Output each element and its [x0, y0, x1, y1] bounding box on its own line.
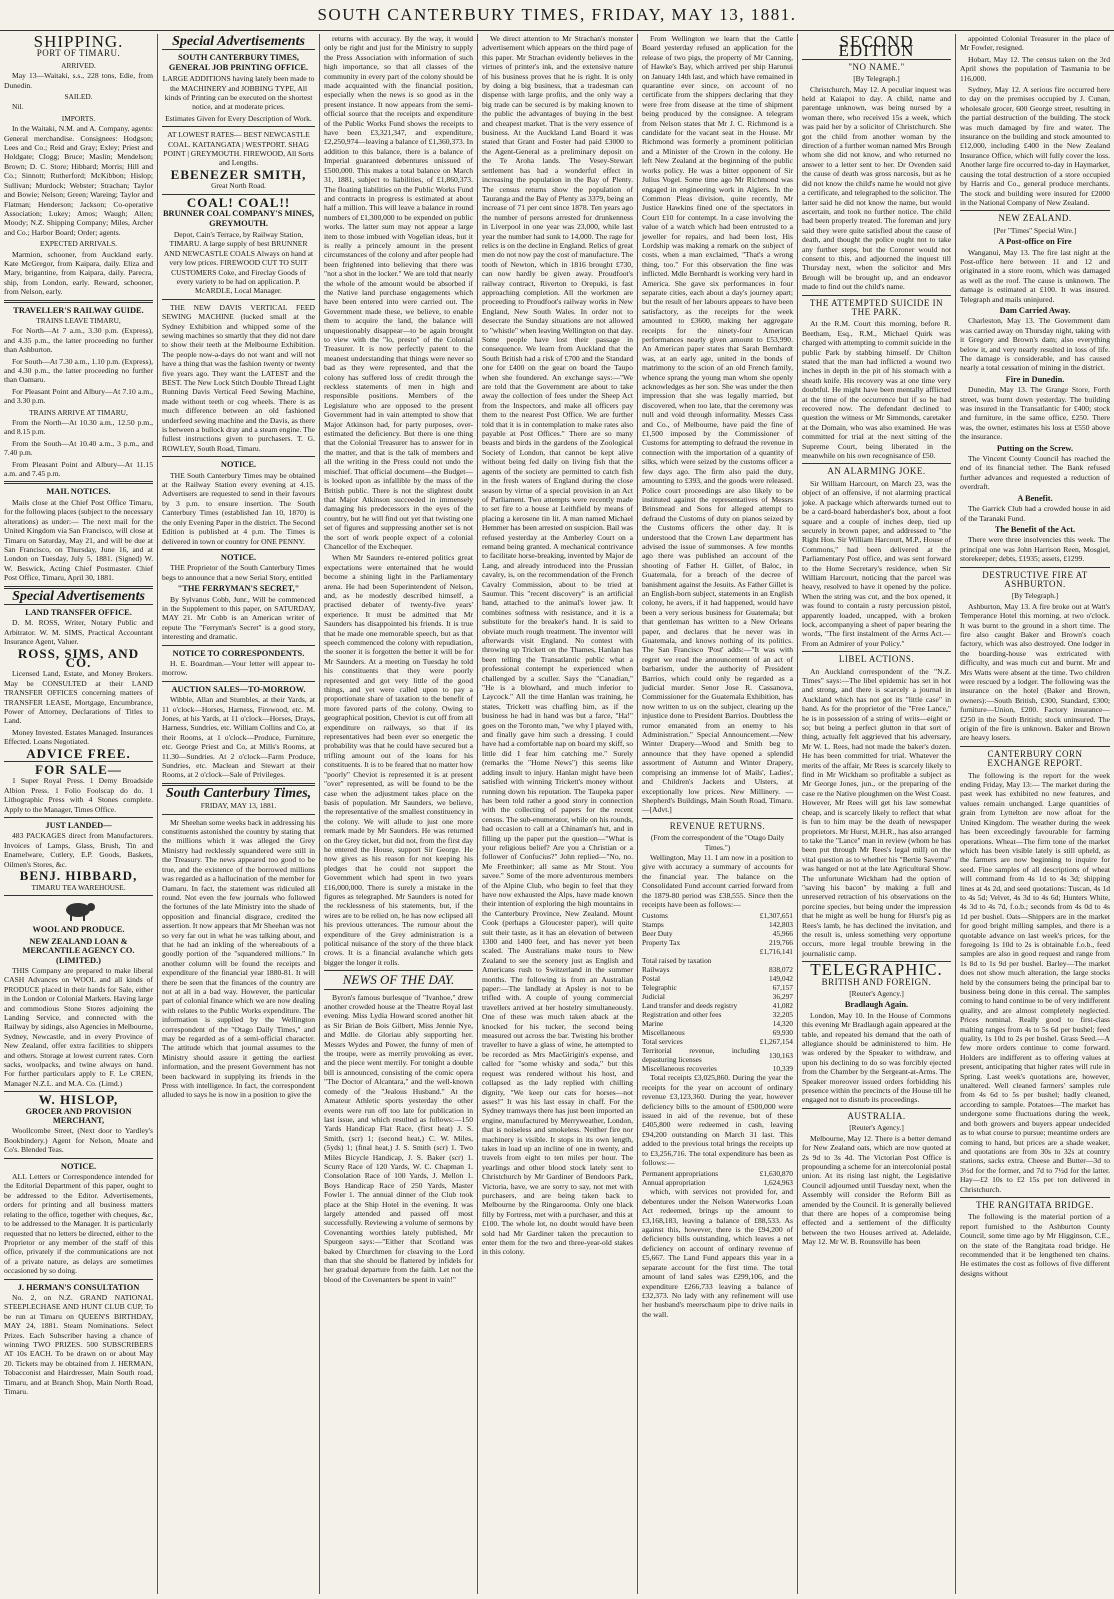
act-text: There were three insolvencies this week. The principal one was John Harrison Reen, Mosgiel, storekeeper; debts, £1935; assets, £1299. — [960, 535, 1110, 564]
rangitata-title: THE RANGITATA BRIDGE. — [976, 1199, 1094, 1210]
divider — [162, 299, 315, 300]
hobart-text: Hobart, May 12. The census taken on the 3rd April shows the population of Tasmania to be 116,000. — [960, 54, 1110, 83]
divider — [960, 210, 1110, 211]
australia-text: Melbourne, May 12. There is a better demand for New Zealand oats, which are now quoted at 2s 9d to 3s 4d. The Victorian Post Office is propounding a scheme for an intercolonial postal union. At its rising last night, the Legislative Council adjourned until Tuesday next, when the Assembly will consider the Reform Bill as amended by the Council. It is generally believed that there are hopes of a compromise being effected and a settlement of the difficulty between the two Houses arrived at. Adelaide, May 12. Mr W. B. Rounsville has been — [802, 1133, 951, 1247]
ross-sims-title: ROSS, SIMS, AND CO. — [17, 645, 140, 670]
table-row — [642, 974, 793, 983]
australia-continued: appointed Colonial Treasurer in the place of Mr Fowler, resigned. — [960, 34, 1110, 53]
divider — [802, 295, 951, 296]
notice-2-title: NOTICE. — [220, 552, 257, 562]
rail-text-4: From the North—At 10.30 a.m., 12.50 p.m., and 8.15 p.m. — [4, 418, 153, 437]
leader-text: Mr Sheehan some weeks back in addressing his constituents astonished the country by stating that the millions which it was alleged the Grey Ministry had recklessly squandered were still in the Treasury. The news appeared too good to be true, and the existence of the borrowed millions was regarded as a hallucination of the member for Oamaru. In fact, the statement was ridiculed all round. Not even the few journals who followed the fortunes of the late Ministry into the shade of opposition and financial disgrace, credited the assertion. It now appears that Mr Sheehan was not so very far out in what he was talking about, and that he had an inkling of the whereabouts of a goodly portion of the "squandered millions." In another column will be found the receipts and expenditure of the financial year 1880-81. It will there be seen that the finances of the country are not at all in a bad way. However, the particular part of colonial finance which we are now dealing with relates to the Public Works expenditure. The information is supplied by the Wellington correspondent of the "Otago Daily Times," and may be regarded as of a semi-official character. The attitude which that journal assumes to the Ministry should assure it getting the earliest information, and the present Government has not been backward in supplying its friends in the Press with intelligence. In fact, the correspondent alluded to says he is now in a position to give the — [162, 817, 315, 1100]
table-row — [642, 965, 793, 974]
davis-ad-text: THE NEW DAVIS VERTICAL FEED SEWING MACHINE (lucked small at the Sydney Exhibition and whipped some of the sewing machines so smartly that they did not dare to show their teeth at the Melbourne Exhibition. The people now-a-days do not want and will not have a thing that was the fashion twenty or twenty five years ago. They want the LATEST and the BEST. The New Lock Stitch Double Thread Light Running Davis Vertical Feed Sewing Machine, made without teeth or cog wheels. There is as much difference between an old fashioned underfeed sewing machine and the Davis, as there is between a bullock dray and a steam engine. The fullest instructions given to purchasers. T. G. ROWLEY, South Road, Timaru. — [162, 302, 315, 453]
hislop-text: Woollcombe Street, (Next door to Yardley's Bookbindery.) Agent for Nelson, Moate and Co's. Blended Teas. — [4, 1126, 153, 1155]
revenue-table — [642, 911, 793, 1073]
table-row — [642, 1010, 793, 1019]
imports-head: IMPORTS. — [61, 113, 96, 123]
divider — [960, 567, 1110, 568]
revenue-text: Total receipts £3,025,860. During the year the receipts for the year on account of ordinary revenue £3,123,360. During the year, however deficiency bills to the amount of £500,000 were issued in aid of the revenue, but of these £405,800 were redeemed in cash, leaving £94,200 outstanding on March 31 last. This added to the previous total brings the receipts up to £3,256,716. The total expenditure has been as follows:— — [642, 1073, 793, 1168]
divider — [162, 549, 315, 550]
column-6 — [798, 34, 956, 1594]
hibbard-title: BENJ. HIBBARD, — [19, 868, 138, 884]
divider — [642, 818, 793, 819]
sailed-head: SAILED. — [64, 92, 93, 102]
notice-title: NOTICE. — [60, 1161, 97, 1171]
libel-title: LIBEL ACTIONS. — [838, 654, 915, 665]
no-name-title: "NO NAME." — [848, 61, 905, 72]
table-row — [642, 1169, 793, 1178]
ashburton-fire-title: DESTRUCTIVE FIRE AT ASHBURTON. — [982, 569, 1088, 589]
shipping-title: SHIPPING. — [33, 34, 124, 51]
row-label: Judicial — [642, 992, 665, 1002]
divider — [324, 989, 473, 990]
bradlaugh-title: Bradlaugh Again. — [844, 1000, 909, 1010]
smith-title: EBENEZER SMITH, — [170, 166, 307, 182]
divider — [162, 49, 315, 50]
divider — [4, 1279, 153, 1280]
joke-text: Sir William Harcourt, on March 23, was the object of an offensive, if not alarming practical joke. A package which afterwards turned out to be a card-board haberdasher's box, about a foot square and a couple of inches deep, tied up securely in brown paper, and addressed to "the Right Hon. Sir William Harcourt, M.P., House of Commons," had been delivered at the Parliamentary Post office, and was sent forward to the Home Secretary's residence, when Sir William Harcourt, noticing that the parcel was heavy, resolved to have it opened by the police. When the string was cut, and the box opened, it was found to contain a rusty percussion pistol, apparently loaded, uncapped, with a broken lock, accompanying a sheet of paper bearing the words, "The first instalment of the Arms Act.—From an Admirer of your Policy." — [802, 478, 951, 648]
british-foreign-title: BRITISH AND FOREIGN. — [821, 976, 932, 987]
screw-text: The Vincent County Council has reached the end of its financial tether. The Bank refused further advances and requested a reduction of overdraft. — [960, 454, 1110, 492]
expected-head: EXPECTED ARRIVALS. — [39, 239, 118, 249]
row-label: Territorial revenue, including depasturing licenses — [642, 1046, 760, 1065]
trains-leave-head: TRAINS LEAVE TIMARU, — [36, 315, 121, 325]
coal-ad-text: AT LOWEST RATES— BEST NEWCASTLE COAL. KAITANGATA | WESTPORT. SHAG POINT | GREYMOUTH. FIREWOOD, All Sorts and Lengths. — [163, 130, 314, 168]
rail-text-6: From Pleasant Point and Albury—At 11.15 a.m. and 7.45 p.m. — [4, 459, 153, 479]
screw-title: Putting on the Screw. — [996, 443, 1074, 453]
row-label: Annual appropriation — [642, 1178, 706, 1188]
wool-produce-title: WOOL AND PRODUCE. — [32, 925, 125, 935]
bradlaugh-text: London, May 10. In the House of Commons this evening Mr Bradlaugh again appeared at the table, and repeated his demand that the oath of allegiance should be administered to him. He was ordered by the Speaker to withdraw, and upon his declining to do so was forcibly ejected from the Chamber by the Sergeant-at-Arms. The Speaker moreover issued orders forbidding his presence within the precincts of the House till he engaged not to disturb its proceedings. — [802, 1010, 951, 1105]
suicide-text: At the R.M. Court this morning, before R. Beetham, Esq., R.M., Michael Quirk was charged with attempting to commit suicide in the public Park by stabbing himself. Dr Chilton stated that the man had inflicted a wound two inches in depth in the pit of his stomach with a sheath knife. His recovery was at one time very doubtful. He might have been mentally afflicted at the time of the occurrence but if so he had recovered now. The defendant declined to question the witness or Mr Simmonds, caretaker at the Domain, who was also examined. He was committed for trial at the next sitting of the Supreme Court, being liberated in the meanwhile on his own recognisance of £50. — [802, 319, 951, 461]
table-row — [642, 1028, 793, 1037]
paper-date: FRIDAY, MAY 13, 1881. — [200, 801, 277, 811]
alarming-joke-title: AN ALARMING JOKE. — [827, 466, 926, 477]
row-value: 1,624,963 — [763, 1178, 793, 1188]
table-row — [642, 1037, 793, 1046]
smith-sub: Great North Road. — [211, 181, 266, 191]
row-value: 149,042 — [768, 974, 793, 984]
table-row — [642, 1178, 793, 1187]
port-title: PORT OF TIMARU. — [36, 48, 121, 59]
table-row — [642, 911, 793, 920]
row-value — [760, 956, 793, 965]
row-value: 838,072 — [768, 965, 793, 975]
row-value: 14,320 — [772, 1019, 793, 1029]
row-value: 69,930 — [772, 1028, 793, 1038]
news-text: Byron's famous burlesque of "Ivanhoe," drew another crowded house at the Theatre Royal last evening. Miss Lydia Howard scored another hit as Sir Brian de Bois Gilbert, Miss Jennie Nye, and Mdlle. de Gloriau ably supporting her. Messrs Wydes and Power, the funny of men of the troupe, were as merrily provoking as ever, and the piece went merrily. For tonight a double bill is announced, consisting of the comic opera "The Doctor of Alcantara," and the well-known comedy of the "Jealous Husband." At the Amateur Athletic sports yesterday the other events were run off too late for publication in last issue, and which resulted as follows:—150 Yards Handicap Flat Race, (first heat) J. S. Smith, (scr) 1; (second heat,) C. W. Miles, (5yds) 1; (final heat,) J. S. Smith (scr) 1. Two Miles Bicycle Handicap, J. S. Baker (scr) 1. Scurry Race of 120 Yards, W. C. Chapman 1. Consolation Race of 100 Yards, J. Mellon 1. Boys Handicap Race of 250 Yards, Master Fowler 1. The annual dinner of the Club took place at the Ship Hotel in the evening. It was largely attended and passed off most successfully. Reviewing a volume of sermons by Covenanting worthies lately published, Mr Spurgeon says:—"Either that Scotland was baked by Churchmen for cleaving to the Lord than that she should be flattered by infidels for her gradual departure from the faith. Let not the blood of the Covenanters be spent in vain!" — [324, 992, 473, 1284]
table-row — [642, 920, 793, 929]
benefit-title: A Benefit. — [1017, 493, 1053, 503]
notice-2-text: THE Proprietor of the South Canterbury Times begs to announce that a new Serial Story, entitled — [162, 563, 315, 582]
divider — [960, 1197, 1110, 1198]
trains-arrive-head: TRAINS ARRIVE AT TIMARU, — [29, 407, 128, 417]
column-4 — [478, 34, 638, 1594]
new-zealand-title: NEW ZEALAND. — [998, 213, 1072, 224]
row-label: Registration and other fees — [642, 1010, 722, 1020]
notice-text: ALL Letters or Correspondence intended for the Editorial Department of this paper, ought to be addressed to the Editor. Advertisements, orders for printing and all business matters relating to the office, together with cheques, &c, to be addressed to the Manager. It is particularly requested that no letters be directed, either to the Proprietor or any member of the staff of this office, privately if the communications are not of a private nature, as delays are sometimes occasioned by so doing. — [4, 1172, 153, 1276]
divider — [802, 651, 951, 652]
railway-guide-title: TRAVELLER'S RAILWAY GUIDE. — [13, 305, 144, 315]
divider — [162, 645, 315, 646]
revenue-intro: Wellington, May 11. I am now in a position to give with accuracy a summary of accounts for the financial year. The balance on the Consolidated Fund account carried forward from the 1879-80 period was £38,555. Since then the receipts have been as follows:— — [642, 852, 793, 909]
row-value: £1,267,154 — [759, 1037, 793, 1047]
row-value: 36,297 — [772, 992, 793, 1002]
row-label: Marine — [642, 1019, 664, 1029]
notice-1-title: NOTICE. — [220, 460, 257, 470]
divider — [4, 817, 153, 818]
row-label: Postal — [642, 974, 661, 984]
divider — [324, 970, 473, 971]
row-value: 10,339 — [772, 1064, 793, 1074]
column-5 — [638, 34, 798, 1594]
divider — [802, 463, 951, 464]
divider — [162, 456, 315, 457]
table-row — [642, 947, 793, 956]
divider — [162, 814, 315, 815]
corn-exchange-title: CANTERBURY CORN EXCHANGE REPORT. — [987, 748, 1083, 769]
ross-text: Licensed Land, Estate, and Money Brokers. May be CONSULTED at their LAND TRANSFER OFFICES concerning matters of TRANSFER LEASE, Mortgage, Encumbrance, Power of Attorney, Declarations of Titles to Land. — [4, 669, 153, 726]
table-row — [642, 1046, 793, 1064]
row-value: 142,803 — [768, 920, 793, 930]
corn-exchange-text: The following is the report for the week ending Friday, May 13:— The market during the past week has exhibited no new features, and values remain unchanged. Large quantities of grain from Lyttelton are now afloat for the United Kingdom. The weather during the week has been exceedingly favourable for farming operations. Wheat—The firm tone of the market which has been visible lately is still upheld, as the farmers are now beginning to inquire for seed. Fine samples of all descriptions of wheat will command from 4s 1d to 4s 3d; shipping lines at 4s 2d, and seed quotations: Tuscan, 4s 1d to 4s 5d; Velvet, 4s 3d to 4s 6d; Hunters White, 4s 3d to 4s 7d, f.o.b.; seconds from 4s 0d to 4s 1d per bushel. Oats—Shippers are in the market for good bright milling samples, and there is a quotable advance on last week's prices, for the foregoing 1s 10d to 2s is obtainable f.o.b., feed samples are also in good request and range from 1s 8d to 1s 9d per bushel. Barley—The market does not show much alteration, the large stocks held by the consumers being the principal bar to business being done in this cereal. The samples coming to hand continue to be of very indifferent quality, and are almost completely neglected. Prices nominal. Really good to first-class malting ranges from 4s to 5s 6d per bushel; feed quality, 1s 10d to 2s per bushel. Grass Seed.—A few more orders continue to come forward. Holders are indifferent as to offering values at present, anticipating that higher rates will rule in Spring. Last week's quotations are, however, unaltered. Well cleaned farmers' samples rule from 4s 6d to 5s per bushel; badly cleaned, according to sample. Potatoes—The market has undergone some fluctuations during the week, and both growers and buyers appear undecided as to what course to pursue; meantime orders are coming to hand, but prices are a shade weaker, and quotations are from 30s to 32s at country stations, sacks extra. Cheese and Butter—3d to 3½d for the former, and 7d to 7½d for the latter. Hay—£2 10s to £2 15s per ton delivered in Christchurch. — [960, 770, 1110, 1194]
dam-title: Dam Carried Away. — [999, 305, 1071, 315]
rail-text-1: For North—At 7 a.m., 3.30 p.m. (Express), and 4.35 p.m., the latter proceeding no further than Ashburton. — [4, 326, 153, 355]
news-items: We direct attention to Mr Strachan's monster advertisement which appears on the third page of this paper. Mr Strachan evidently believes in the virtues of printer's ink, and the extensive nature of his business proves that he is right. It is only by doing a big business, that a tradesman can dispense with large profits, and the only way a big trade can be secured is by making known to the public the advantages of buying in the best and cheapest market. That is the very essence of business. At the Auckland Land Board it was stated that Grant and Foster had paid £3000 to the Agent-General as a preliminary deposit on the Te Aroha lands. The Vesey-Stewart settlement has had a wonderful effect in increasing the population in the Bay of Plenty. The census returns show the population of Tauranga and the Bay of Plenty as 3379, being an increase of 71 per cent since 1878. Ten years ago the number of persons arrested for drunkenness in Liverpool in one year was 23,000, while last year the number had sunk to 14,000. The rage for relics is on the decline in England. Relics of great men do not now pay the cost of manufacture. The tooth of Newton, which in 1816 brought £730, can now hardly be given away. Proudfoot's railway contract, Riverton to Orepuki, is fast approaching completion. All the workmen are proceeding to Proudfoot's railway works in New England, New South Wales. In order not to desecrate the Sunday situations are not allowed to "whistle" when leaving Wellington on that day. Some people have lost their passage in consequence. We learn from Auckland that the South British had a risk of £700 and the Standard one for £400 on the gear on board the Taupo when she foundered. An exchange says:—"We are told that the Government are about to take away the collection of fees under the Sheep Act from the Inspectors, and make all officers pay them to the nearest Post Office. We are further told that it is in contemplation to make rates also payable at Post Offices." There are so many beasts and birds in the gardens of the Zoological Society of London, that cannot be kept alive without being fed daily on living fish that the agents of the society are permitted to catch fish in the fresh waters of England during the close season by virtue of a special provision in an Act of Parliament. Two attempts were recently made to set fire to a house at Leithfield by means of placing a kerosene tin lit. A man named Michael Hemmer has been arrested on suspicion. Bail was refused yesterday at the Amberley Court on a remand being granted. A mechanical contrivance to facilitate horse-breaking, invented by Major de Lang, and already introduced into the Prussian cavalry, is, on the recommendation of the French Cavalry Commission, about to be tried at Saumur. This "recent discovery" is an artificial hand, attached to the animal's lower jaw. It combines softness with resistance, and it is a substitute for the breaker's hand. It is said to obviate much rough treatment. The inventor will afterwards visit England. No contest with throwing up Trickett on the Thames, Hanlan has been telling the Transatlantic public what a professional contempt he experienced when challenged by a sculler. Says the "Canadian," "He is a blowhard, and much inferior to Laycock." All the time Hanlan was training, he states, Trickett was chaffing him, as if the business he had in hand was but a farce, "Ha!" goes on the Toronto man, "we why I played with, and finally gave him such a dressing. I could have had a comfortable nap on board my skiff, so little did I fear him catching me." Surely (remarks the "Home News") this seems like adding insult to injury. Hanlan might have been satisfied with winning Trickett's money without running down his reputation. The Taupeka paper has been told rather a good story in connection with the collecting of papers for the recent census. The sub-enumerator, while on his rounds, had occasion to call at a Chinaman's hut, and in filling up the paper put the question—"What is your religious belief? Are you a Christian or a follower of Confucius?" John replied—"No, no. Me Freethinker; all same as Mr Stout. You savee." Some of the more adventurous members of the Alpine Club, who begin to feel that they have now exhausted the Alps, have made known their intention of exploring the high mountains in the Canterbury Province, New Zealand. Mount Cook (perhaps a Gloucester paper), will quite suit their taste, as it has an elevation of between 1300 and 1400 feet, and has never yet been scaled. The Australians make tours to New Zealand to see the scenery just as English and Americans rush to Switzerland in the summer months. The following is from an Australian paper:—The landlady at Apsley is not to be trifled with. A couple of young commercial travellers arrived at her hostelry simultaneously. One of these was much taken aback at the knocked for his tucker, the second being measured out across the bar. Twisting his brother traveller to have a glass of wine, he attempted to be recorded as Mrs MacGirigin's expense, and called for "some whisky and soda," but this request was rendered without his host, and collapsed as the lady replied with chilling dignity, "We keep our cats for horses—not asses!" It was his last essay in chaff. For the Sydney tramways there has just been imported an engine, manufactured by Merryweather, London, that is noiseless and smokeless. Neither fire nor machinery is visible. It stops in its own length, takes in load up an incline of one in twenty, and travels from eight to ten miles per hour. The yearlings and other blood stock lately sent to Christchurch by Mr Gardiner of Bendoors Park, Victoria, have, we are sorry to say, not met with purchasers, and are being taken back to Melbourne by the Ringarooma. Only one black filly by Fortress, met with a purchaser, and this at £100. The whole lot, no doubt would have been sold had Mr Gardiner taken the precaution to enter them for the two and three-year-old stakes in this colony. — [482, 34, 633, 1257]
notice-1-text: THE South Canterbury Times may be obtained at the Railway Station every evening at 4.15. Advertisers are requested to send in their favours by 3 p.m. to ensure insertion. The South Canterbury Times (established Jan 10, 1870) is the only Evening Paper in the district. The Second Edition is published at 4 p.m. The Times is delivered in town or country for ONE PENNY. — [162, 470, 315, 546]
expenditure-table — [642, 1169, 793, 1187]
row-value: 32,205 — [772, 1010, 793, 1020]
printing-office-text: LARGE ADDITIONS having lately been made to the MACHINERY and JOBBING TYPE, All kinds of Printing can be executed on the shortest notice, and at moderate prices. — [162, 74, 315, 112]
for-sale-text: 1 Super Royal Press. 1 Demy Broadside Albion Press. 1 Folio Foolscap do do. 1 Lithographic Press with 4 Stones complete. Apply to the Manager, Times Office. — [4, 776, 153, 814]
dam-text: Charleston, May 13. The Government dam was carried away on Thursday night, taking with it Gregory and Brown's dam; also everything below it, and very nearly resulted in loss of life. The damage is considerable, and has caused nearly a total cessation of mining in the district. — [960, 316, 1110, 373]
libel-text: An Auckland correspondent of the "N.Z. Times" says:—The libel epidemic has set in hot and strong, and there is scarcely a journal in Auckland which has not got its "little case" in hand. As for the proprietor of the "Free Lance," he is in possession of a string of writs—eight or so; but being a perfect glutton in that sort of thing, actually felt aggrieved that his adversary, Mr W. L. Rees, had not made the baker's dozen. He has been committed for trial. Whatever the merits of the affair, Mr Rees is scarcely likely to find in Mr Wickham so profitable a subject as Mr George Jones, jun., or the preparing of the case re the Native ploughmen on the West Coast. However, Mr Rees will get his law somewhat cheap, and is scarcely likely to reflect that what is fun to him may be the death of newspaper proprietors. Mr Hurst, M.H.R., has also arranged to take the "Lance" man in review (whom he has been put through Mr Rees's legal mill) on the vital question as to whether his "Bertie Saverna" was hanged or not at the late Agricultural Show. The unfortunate Wickham had the option of "saving his bacon" by making a full and unreserved retraction of his observations on the porcine species, but being under the impression that he might as well be hung for Hurst's pig as Rees's lamb, he has declined the invitation, and the result is, unless something very opportune occurs, more legal trouble brewing in the journalistic camp. — [802, 666, 951, 958]
ashburton-fire-text: Ashburton, May 13. A fire broke out at Watt's Temperance Hotel this morning, at two o'clock. It was burnt to the ground in a short time. The fire also caught Baker and Brown's coach factory, which was also destroyed. One lodger in the boarding-house was extricated with difficulty, and was much cut and burnt. Mr and Mrs Watts were absent at the time. Two children were rescued by a lodger. The following was the insurance on the hotel (Baker and Brown, owners):—South British, £300, Standard, £300; furniture—Union, £200. Factory insurance—£250 in the South British; stock uninsured. The origin of the fire is unknown. Baker and Brown are heavy losers. — [960, 601, 1110, 743]
correspondents-title: NOTICE TO CORRESPONDENTS. — [172, 648, 305, 658]
table-row — [642, 956, 793, 965]
table-row — [642, 1001, 793, 1010]
special-wire: [Per "Times" Special Wire.] — [993, 225, 1077, 235]
row-value: 219,766 — [768, 938, 793, 948]
post-office-fire-title: A Post-office on Fire — [998, 237, 1072, 247]
table-row — [642, 1019, 793, 1028]
divider — [4, 895, 153, 896]
inquest-text: Christchurch, May 12. A peculiar inquest was held at Kaiapoi to day. A child, name and parentage unknown, was being nursed by a woman there, who received 15s a week, which was paid her by a solicitor of Christchurch. She got the child from another woman by the direction of a further woman named Mrs Brough whom she did not know, and who returned no answer to a letter sent to her. Dr Ovenden said the cause of death was gross narcosis, but as he did not know the child's name he would not give a certificate, and telegraphed to the solicitor. The latter said he did not know the name, but would ascertain, and took no further notice. The child had been properly treated. The foreman and jury said they were quite satisfied about the cause of death, and thought the police ought not to take any further steps, but the Coroner would not consent to this, and adjourned the inquest till Thursday next, when the solicitor and Mrs Brough will be brought up, and an endeavor made to find out the child's name. — [802, 84, 951, 292]
divider — [960, 746, 1110, 747]
reuters-agency: [Reuter's Agency.] — [849, 989, 904, 998]
table-row — [642, 1064, 793, 1073]
row-label: Property Tax — [642, 938, 681, 948]
ross-text-2: Money Invested. Estates Managed. Insurances Effected. Loans Negotiated. — [4, 727, 153, 747]
auction-text: Wibble, Allan and Stumbles, at their Yards, at 11 o'clock—Horses, Harness, Firewood, etc. M. Jones, at his Yards, at 11 o'clock—Horses, Drays, Harness, Sundries, etc. William Collins and Co, at their Rooms, at 1 o'clock—Produce, Furniture, etc. George Priest and Co, at Mills's Rooms, at 11.30—Sundries. At 2 o'clock—Farm Produce, Sundries, etc. Maclean and Stewart at their Rooms, at 2 o'clock—Sale of Privileges. — [162, 695, 315, 780]
brunner-text: Depot, Cain's Terrace, by Railway Station, TIMARU. A large supply of best BRUNNER AND NEWCASTLE COALS Always on hand at very low prices. FIREWOOD CUT TO SUIT CUSTOMERS Coke, and Fireclay Goods of every variety to be had on application. P. McARDLE, Local Manager. — [163, 229, 314, 296]
row-label: Total services — [642, 1037, 683, 1047]
rangitata-text: The following is the material portion of a report furnished to the Ashburton County Council, some time ago by Mr Higginson, C.E., on the state of the Rangitata road bridge. He recommended that it be lengthened ten chains. He estimates the cost as follows of five different designs without — [960, 1212, 1110, 1278]
row-value: 45,966 — [772, 929, 793, 939]
advice-free: ADVICE FREE. — [26, 745, 131, 761]
divider — [4, 300, 153, 303]
row-label: Total raised by taxation — [642, 956, 712, 966]
dunedin-fire-title: Fire in Dunedin. — [1005, 374, 1065, 384]
row-value: 41,082 — [772, 1001, 793, 1011]
row-value: £1,630,870 — [759, 1169, 793, 1179]
land-transfer-title: LAND TRANSFER OFFICE. — [25, 607, 132, 617]
news-of-the-day-title: NEWS OF THE DAY. — [342, 972, 455, 988]
suicide-title: THE ATTEMPTED SUICIDE IN THE PARK. — [809, 297, 944, 317]
divider — [802, 1108, 951, 1109]
revenue-returns-title: REVENUE RETURNS. — [669, 820, 766, 831]
news-items-continued: From Wellington we learn that the Cattle Board yesterday refused an application for the release of two pigs, the property of Mr Canning, of Hawke's Bay, which arrived per ship Harunui on January 14th last, and which have remained in quarantine ever since, on account of no certificate from the shippers declaring that they were free from disease at the time of shipment being produced by the consignee. A telegram from Nelson states that Mr J. C. Richmond is a candidate for the vacant seat in the House. Mr Richmond was formerly a prominent politician and a Minister of the Crown in the colony. He left New Zealand at the beginning of the public works policy. He was a bitter opponent of Sir Julius Vogel. Some time ago Mr Richmond was engaged in engineering work in Algiers. In the Common Pleas division, quite recently, Mr Justice Hawkins fined one of the spectators in Court £10 for contempt. In a case involving the value of a watch which had been entrusted to a jeweller for repairs, and had been lost, His Lordship was making a remark on the subject of costs, when a man exclaimed, "That's a wrong thing, too." For this observation the fine was inflicted. Mdle Bernhardt is working very hard in America. She gave six performances in four separate cities, each about a day's journey apart; but the result of her labours appears to have been satisfactory, as the receipts for the week amounted to £3600, making her aggregate receipts for the ninety-four American performances nearly given amount to £53,990. An American paper states that Sarah Bernhardt was, at an early age, united in the bonds of matrimony to the scion of an old French family, whence sprang the young man whom she openly acknowledges as her son. She was under the then impression that she was legally married, but discovered, when too late, that the ceremony was null and void through informality. Messrs Cass and Co., of Melbourne, have paid the fine of £1,500 imposed by the Commissioner of Customs for attempting to defraud the revenue in connection with the importation of a quantity of silks, which were seized by the customs officer a few days ago. The firm also paid the duty, amounting to £393, and the goods were released. Police court proceedings are also likely to be instituted against the representatives of Messrs Brinsmead and Sons for alleged attempt to defraud the Customs of duty on pianos seized by the Customs officers the other day. It is understood that the Crown Law department has advised the issue of summonses. A few months ago there was published an account of the shooting of Father H. Gillet, of Baloc, in Guatemala, for a breach of the decree of banishment against the Jesuits. As Father Gillet is an English-born subject, statements in an English colony, he avers, if it had happened, would have been a very serious business for Guatemala; but that gentleman has written to a New Orleans paper, and declares that he never was in Guatemala, and knows nothing of its politics. The San Francisco 'Post' adds:—"It was with regret we read the announcement of an act of barbarism, under the authority of President Barrios, which could only be regarded as a judicial murder. Senor Jose R. Cassanova, Commissioner for the Guatemala Exhibition, has now written to us on the subject, clearing up the injustice done to President Barrios. Doubtless the rumor emanated from an enemy to his Administration." Special Announcement.—New Winter Drapery—Wood and Smith beg to announce that they have opened a splendid assortment of Autumn and Winter Drapery, comprising an immense lot of Mails', Ladies', and Children's Jackets and Ulsters, at exceptionally low prices. New Millinery. —Shepherd's Buildings, Main South Road, Timaru.—[Advt.] — [642, 34, 794, 815]
benefit-text: The Garrick Club had a crowded house in aid of the Taranaki Fund. — [960, 504, 1110, 523]
by-telegraph-2: [By Telegraph.] — [1011, 591, 1059, 601]
coal-coal-title: COAL! COAL!! — [186, 194, 291, 210]
mail-notices-title: MAIL NOTICES. — [46, 487, 111, 497]
hislop-title: W. HISLOP, — [38, 1092, 119, 1108]
printing-office-title: SOUTH CANTERBURY TIMES, GENERAL JOB PRINTING OFFICE. — [168, 53, 309, 72]
row-label: Telegraphic — [642, 983, 677, 993]
post-office-fire-text: Wanganui, May 13. The fire last night at the Post-office here between 11 and 12 and originated in a store room, which was damaged as well as the roof. The cause is unknown. The damage is estimated at £100. It was insured. Telegraph and mails uninjured. — [960, 247, 1110, 304]
notice-2-text-2: By Sylvanus Cobb, Junr., Will be commenced in the Supplement to this paper, on SATURDAY, MAY 21. Mr Cobb is an American writer of repute The "Ferryman's Secret" is a good story, interesting and dramatic. — [162, 594, 315, 642]
table-row — [642, 929, 793, 938]
row-value: 67,157 — [772, 983, 793, 993]
australia-title: AUSTRALIA. — [847, 1110, 906, 1121]
ferryman-title: "THE FERRYMAN'S SECRET," — [177, 584, 300, 594]
nzl-title: NEW ZEALAND LOAN & MERCANTILE AGENCY CO. (LIMITED.) — [22, 936, 135, 965]
divider — [162, 681, 315, 682]
table-row — [642, 983, 793, 992]
revenue-text-2: which, with services not provided for, and debentures under the Nelson Waterworks Loan Act redeemed, brings up the amount to £3,168,183, leaving a balance of £88,533. As against this, however, there is the £94,200 of deficiency bills outstanding, which leaves a net deficiency on account of ordinary revenue of £5,667. The Land Fund appears this year in a separate account for the first time. The total amount of land sales was £299,106, and the expenditure £266,733 leaving a balance of £32,373. No lady with any refinement will use her husband's meerschaum pipe to drive nails in the wall. — [642, 1187, 793, 1319]
rail-text-3: For Pleasant Point and Albury—At 7.10 a.m., and 3.30 p.m. — [4, 386, 153, 406]
divider — [162, 126, 315, 127]
auction-title: AUCTION SALES—TO-MORROW. — [171, 684, 306, 694]
column-3 — [320, 34, 478, 1594]
row-label: Stamps — [642, 920, 664, 930]
row-label — [642, 947, 760, 956]
paper-title: South Canterbury Times, — [165, 785, 312, 801]
sheep-icon — [4, 899, 153, 923]
saunders-article: When Mr Saunders re-entered politics great expectations were entertained that he would become a shining light in the Parliamentary arena. He had been Superintendent of Nelson, and, as he modestly described himself, a practised debater of twenty-five years' experience. It must be admitted that Mr Saunders has disappointed his friends. It is true that he made one memorable speech, but as that speech commenced the colony with repudiation, the sooner it is forgotten the better it will be for Mr Saunders. At a meeting on Tuesday he told his constituents that they were poorly represented and got very little of the good things, and yet were called upon to pay a proportionate share of taxation to the benefit of more favored parts of the colony. Owing to geographical position, Cheviot is cut off from all expenditure on railways, so that if its representatives had been ever so energetic the probability was that he could have secured but a trifling amount out of the loans for his constituents. It is to be feared that no matter how "poorly" Cheviot is represented it is at present "over" represented, as will be found to be the case when the adjustment takes place on the basis of population. Mr Saunders, we believe, the representative of the smallest constituency in the colony. We will allude to just one more remark made by Mr Saunders. He was returned on the Grey ticket, but did not, from the first day he entered the House, support Sir George. He now gives as his reason for not keeping his pledges that he could not support the Government which had spent in two years £16,000,000. There is surely a mistake in the figures as telegraphed. Mr Saunders is noted for the recklessness of his statements, but, if the wires are to be relied on, he has now eclipsed all his previous utterances. The rumour about the expenditure of the Grey administration is a political nuisance of the story of the three black crows. It is a financial avalanche which gets bigger the longer it rolls. — [324, 553, 473, 967]
consultation-text: No. 2, on N.Z. GRAND NATIONAL STEEPLECHASE AND HUNT CLUB CUP, To be run at Timaru on QUEEN'S BIRTHDAY, MAY 24, 1881. Steam Nominations. Select Prizes. Each Subscriber having a chance of winning TWO PRIZES. 500 SUBSCRIBERS AT 10s EACH. To be drawn on or about May 20. Tickets may be obtained from J. HERMAN, Tobacconist and Hairdresser, Main South road, Timaru, and at Branch Shop, Main North Road, Timaru. — [4, 1292, 153, 1396]
special-ads-title: Special Advertisements — [12, 588, 145, 604]
brunner-company: BRUNNER COAL COMPANY'S MINES, GREYMOUTH. — [162, 209, 315, 228]
telegraphic-title: TELEGRAPHIC. — [810, 960, 943, 980]
land-names: D. M. ROSS, Writer, Notary Public and Arbitrator. W. M. SIMS, Practical Accountant Insurance Agent, Valuer. — [4, 618, 153, 647]
row-label: Miscellaneous recoveries — [642, 1064, 717, 1074]
sydney-text: Sydney, May 12. A serious fire occurred here to day on the premises occupied by J. Cunan, wholesale grocer, 600 George street, resulting in the partial destruction of the building. The stock was much damaged by fire and water. The insurance on the building and stock amounted to £12,000, including £400 in the New Zealand Insurance Office, which will fully cover the loss. Another large fire occurred to-day in Haymarket, causing the total destruction of a store occupied by Harris and Co., general produce merchants. The stock and building were insured for £2000 in the National Company of New Zealand. — [960, 85, 1110, 207]
divider — [4, 1158, 153, 1159]
expected-text: Marmion, schooner, from Auckland early. Kate McGregor, from Kaipara, daily. Eliza and Mary, brigantine, from Kaipara, daily. Parecra, ship, from London, early. Reward, schooner, from Nelson, early. — [4, 249, 153, 297]
table-row — [642, 938, 793, 947]
rail-text-5: From the South—At 10.40 a.m., 3 p.m., and 7.40 p.m. — [4, 438, 153, 458]
row-label: Miscellaneous — [642, 1028, 685, 1038]
dunedin-fire-text: Dunedin, May 13. The Grange Store, Forth street, was burnt down yesterday. The building was insured in the Transatlantic for £400; stock and furniture, in the same office, £250. There was, the owner, estimates his loss at £550 above the insurance. — [960, 385, 1110, 442]
divider — [4, 481, 153, 484]
reuters-agency-2: [Reuter's Agency.] — [849, 1123, 904, 1133]
rail-text-2: For South—At 7.30 a.m., 1.10 p.m. (Express), and 4.30 p.m., the latter proceeding no further than Oamaru. — [4, 356, 153, 385]
just-landed-title: JUST LANDED— — [45, 821, 112, 831]
column-2 — [158, 34, 320, 1594]
for-sale-title: FOR SALE— — [35, 762, 122, 778]
sailed-text: Nil. — [12, 102, 24, 112]
row-label: Railways — [642, 965, 670, 975]
act-title: The Benefit of the Act. — [994, 524, 1076, 534]
hibbard-sub: TIMARU TEA WAREHOUSE. — [31, 882, 126, 892]
row-value: £1,307,651 — [759, 911, 793, 921]
revenue-sub: (From the correspondent of the "Otago Daily Times.") — [650, 833, 785, 852]
special-ads-title: Special Advertisements — [172, 34, 305, 49]
leader-continued: returns with accuracy. By the way, it would only be right and just for the Ministry to supply the Press Association with information of such high importance, so that all classes of the community in every part of the colony should be made acquainted with the financial position, especially when the news is so good as in the present instance. It now appears from the semi-official source that the receipts and expenditure of the Public Works Fund shows the receipts to have been £3,321,347, and expenditure, £2,250,974—leaving a balance of £1,360,373. In addition to this balance, there is a balance of Imperial guaranteed debentures unissued of £500,000. This makes a total balance on March 31, 1881, subject to liabilities, of £1,860,373. The floating liabilities on the Public Works Fund and contracts in progress is estimated at about half a million. This will leave a balance in round numbers of £1,300,000 to be expended on public works. The latter sum may not appear a large item to those imbued with Vogelian ideas, but it is really a princely amount in the present circumstances of the colony and after people had been frightened into believing that there was "not a shot in the locker." We are told that nearly the whole of the amount would be absorbed if the Native land purchase engagements which have been entered into were carried out. The Government made these, we believe, to enable them to acquire the land, the balance will unquestionably disappear—to be again brought to view with the "lo, presto" of the Colonial Treasurer. It is now perfectly patent to the meanest understanding that things were never so bad as they were represented, and that the colony has suffered loss of credit through the reckless statements of men in high and responsible positions. Members of the Legislature who are opposed to the present Government had in vain attempted to show that Major Atkinson had, for party purposes, over-estimated the deficiency. But there is one thing that the Colonial Treasurer has to answer for in the matter, and that is the talk of members and all the writing in the Press could not undo the mischief. That official document—the Budget—is looked upon as infallible by the mass of the British public. There is not the slightest doubt that Major Atkinson succeeded in immensely damaging his predecessors in the eyes of the country, but he will find out yet that twisting one set of figures and suppressing another set is not the sort of work people expect of a colonial Chancellor of the Exchequer. — [324, 34, 473, 551]
imports-text: In the Waitaki, N.M. and A. Company, agents: General merchandise. Consignees: Hodgson; Lees and Co.; Reid and Gray; Exley; Priest and Holdgate; Clogg; Bruce; Maslin; Mendelson; Brown; D. C. Store; Hibbard; Morris; Hill and Co.; Sinnott; Rutherford; McKibbon; Hislop; Sullivan; Murdock; Webster; Strachan; Taylor and Bowie; Nelson; Green; Wareing; Taylor and Flatman; Henderson; Jackson; Co-operative Association; Lukey; Amos; Waugh; Allen; Moody; N.Z. Shipping Company; Miles, Archer and Co.; Harbor Board; Order; agents. — [4, 124, 153, 237]
column-1 — [0, 34, 158, 1594]
by-telegraph: [By Telegraph.] — [853, 74, 900, 84]
nzl-text: THIS Company are prepared to make liberal CASH Advances on WOOL and all kinds of PRODUCE placed in their hands for Sale, either in the London or Colonial Markets. Having large and commodious Stone Stores adjoining the Landing Service, and connected with the Railway by sidings, also Agencies in Melbourne, Sydney, Newcastle, and in every Province of New Zealand, offer extra facilities to shippers and others. Storage at lowest current rates. Corn sacks, woolpacks, and twine always on hand. For further particulars apply to F. Le CREN, Manager N.Z.L. and M.A. Co. (Limd.) — [4, 965, 153, 1088]
divider — [4, 604, 153, 605]
row-label: Beer Duty — [642, 929, 673, 939]
consultation-title: J. HERMAN'S CONSULTATION — [17, 1282, 140, 1292]
table-row — [642, 992, 793, 1001]
arrived-text: May 13—Waitaki, s.s., 228 tons, Edie, from Dunedin. — [4, 71, 153, 90]
row-label: Customs — [642, 911, 668, 921]
masthead: SOUTH CANTERBURY TIMES, FRIDAY, MAY 13, 1881. — [0, 0, 1114, 31]
row-label: Permanent appropriations — [642, 1169, 719, 1179]
row-value: £1,716,141 — [759, 947, 793, 957]
row-label: Land transfer and deeds registry — [642, 1001, 738, 1011]
arrived-head: ARRIVED. — [61, 60, 96, 70]
mail-text: Mails close at the Chief Post Office Timaru, for the following places (subject to the necessary alterations) as under:— The next mail for the United Kingdom via San Francisco, will close at Timaru on Saturday, May 21, and will be due at San Francisco, on Thursday, June 16, and at London on Tuesday, July 5, 1881. (Signed) W. W. Beswick, Acting Chief Postmaster. Chief Post Office, Timaru, April 30, 1881. — [4, 497, 153, 583]
column-7 — [956, 34, 1114, 1594]
printing-estimates: Estimates Given for Every Description of Work. — [165, 113, 312, 123]
correspondents-text: H. E. Boardman.—Your letter will appear to-morrow. — [162, 658, 315, 678]
hislop-sub: GROCER AND PROVISION MERCHANT, — [25, 1106, 132, 1126]
second-edition-title: SECOND EDITION — [838, 34, 915, 61]
just-landed-text: 483 PACKAGES direct from Manufacturers. Invoices of Lamps, Glass, Brush, Tin and Enamelware, Cutlery, E.P. Goods, Baskets, Oilmen's Stores, &c. — [4, 831, 153, 869]
row-value: 130,163 — [768, 1050, 793, 1060]
